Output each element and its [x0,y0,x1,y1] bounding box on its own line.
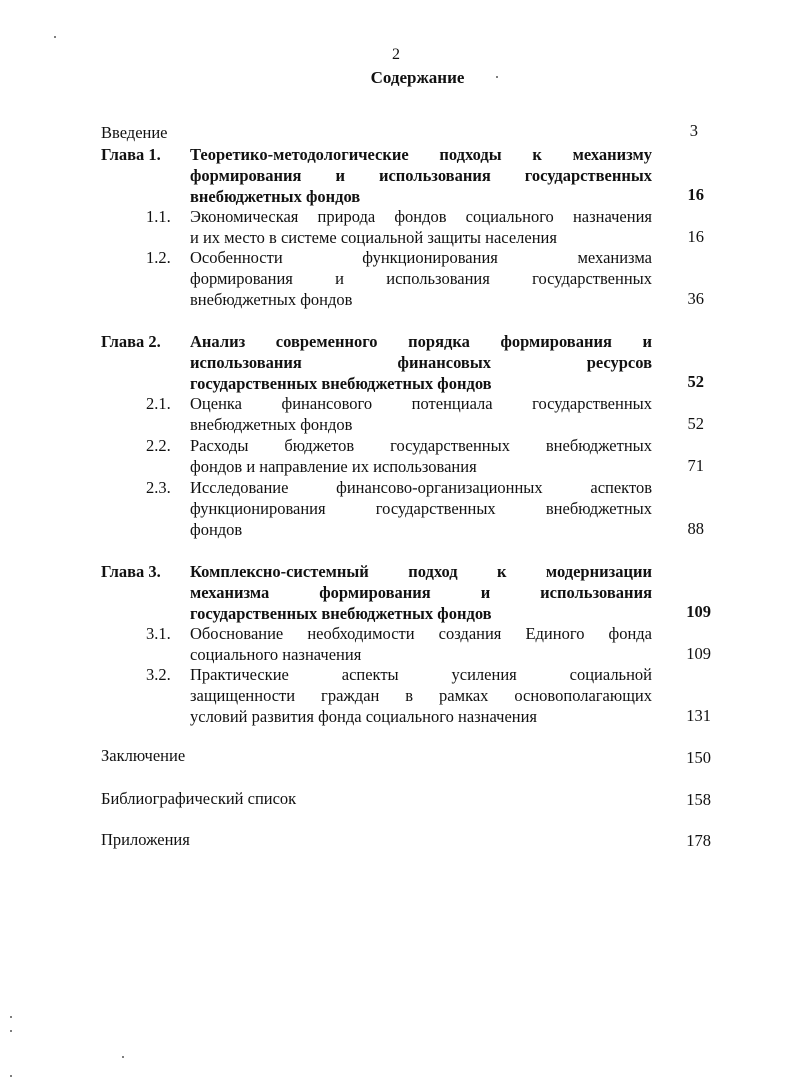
section-2-1-number: 2.1. [146,394,171,413]
scan-speck [10,1016,12,1018]
section-1-2-line: формирования и использования государственных [190,269,652,288]
section-2-2-line: Расходы бюджетов государственных внебюджетных [190,436,652,455]
chapter-1-page: 16 [687,185,704,204]
section-3-2-number: 3.2. [146,665,171,684]
appendices-page: 178 [686,831,711,850]
chapter-1-title-line: формирования и использования государственных [190,166,652,185]
chapter-2-label: Глава 2. [101,332,161,351]
chapter-2-title-line: использования финансовых ресурсов [190,353,652,372]
scan-speck [10,1030,12,1032]
chapter-1-label: Глава 1. [101,145,161,164]
chapter-3-title-line: Комплексно-системный подход к модернизации [190,562,652,581]
section-2-2-line: фондов и направление их использования [190,457,477,476]
section-2-3-line: Исследование финансово-организационных аспектов [190,478,652,497]
chapter-3-title-line: механизма формирования и использования [190,583,652,602]
section-2-3-line: функционирования государственных внебюджетных [190,499,652,518]
page-number: 2 [392,46,400,63]
chapter-3-label: Глава 3. [101,562,161,581]
section-2-1-page: 52 [687,414,704,433]
chapter-3-title-line: государственных внебюджетных фондов [190,604,492,623]
toc-intro-page: 3 [689,121,698,140]
section-3-2-line: Практические аспекты усиления социальной [190,665,652,684]
appendices-label: Приложения [101,830,190,849]
section-2-3-page: 88 [687,519,704,538]
section-1-1-page: 16 [687,227,704,246]
section-3-1-line: социального назначения [190,645,362,664]
section-1-1-line: и их место в системе социальной защиты населения [190,228,557,247]
bibliography-page: 158 [686,790,711,809]
section-1-1-number: 1.1. [146,207,171,226]
section-1-2-number: 1.2. [146,248,171,267]
section-2-1-line: Оценка финансового потенциала государственных [190,394,652,413]
section-1-2-line: внебюджетных фондов [190,290,353,309]
section-3-1-number: 3.1. [146,624,171,643]
chapter-2-page: 52 [687,372,704,391]
section-1-2-page: 36 [687,289,704,308]
bibliography-label: Библиографический список [101,789,297,808]
section-3-1-page: 109 [686,644,711,663]
page-title: Содержание [370,68,465,87]
scan-speck [10,1075,12,1077]
scan-speck [54,36,56,38]
conclusion-page: 150 [686,748,711,767]
scan-speck [496,76,498,78]
section-3-2-line: условий развития фонда социального назначения [190,707,538,726]
toc-intro-label: Введение [101,123,168,142]
section-3-2-line: защищенности граждан в рамках основополагающих [190,686,652,705]
section-3-2-page: 131 [686,706,711,725]
chapter-1-title-line: внебюджетных фондов [190,187,361,206]
section-1-2-line: Особенности функционирования механизма [190,248,652,267]
section-2-2-page: 71 [687,456,704,475]
section-2-1-line: внебюджетных фондов [190,415,353,434]
scan-speck [122,1056,124,1058]
chapter-2-title-line: государственных внебюджетных фондов [190,374,492,393]
section-3-1-line: Обоснование необходимости создания Единого фонда [190,624,652,643]
section-2-3-line: фондов [190,520,243,539]
conclusion-label: Заключение [101,746,186,765]
chapter-1-title-line: Теоретико-методологические подходы к механизму [190,145,652,164]
chapter-3-page: 109 [686,602,711,621]
section-1-1-line: Экономическая природа фондов социального назначения [190,207,652,226]
section-2-3-number: 2.3. [146,478,171,497]
section-2-2-number: 2.2. [146,436,171,455]
chapter-2-title-line: Анализ современного порядка формирования и [190,332,652,351]
